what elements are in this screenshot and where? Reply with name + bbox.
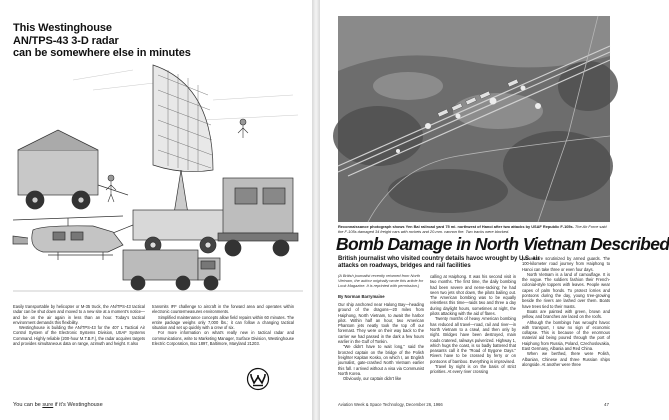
photo-caption-rest: The Air Force said the F-105s damaged 34 freight cars with rockets and 20-mm. cannon fire. Two tracks were blocked. bbox=[338, 224, 607, 234]
page-footer: Aviation Week & Space Technology, December 26, 1966 bbox=[338, 402, 443, 407]
article-paragraph: When we berthed, there were Polish, Albanian, Chinese and three Russian ships alongside. At another were three bbox=[522, 351, 610, 367]
page-number: 47 bbox=[604, 402, 610, 407]
article-column-2 bbox=[430, 274, 516, 400]
ad-headline bbox=[13, 22, 213, 60]
photo-caption bbox=[338, 224, 610, 234]
article-deck: British journalist who visited country details havoc wrought by U.S. air attacks on roadways, bridges and rail facilities bbox=[338, 256, 540, 269]
ad-body-paragraph: Simplified maintenance concepts allow field repairs within 60 minutes. The entire package weighs only 7,000 lbs.; it can follow a changing tactical situation and set up quickly with a crew of six. bbox=[152, 314, 294, 331]
article-paragraph: passes are scrutinized by armed guards. The 100-kilometer road journey from Haiphong to Hanoi can take three or even four days. bbox=[522, 256, 610, 272]
article-paragraph: Twenty months of heavy American bombing has reduced all travel—road, rail and river—in North Vietnam to a crawl, and then only by night. Bridges have been destroyed, main roads cratered, railways pulverized. Highway 1, which hugs the coast, is so badly battered that peasants call it the "Road of Bygone Days." Rivers have to be crossed by ferry or on pontoons of bamboo. Everything is improvised. bbox=[430, 316, 516, 364]
left-page-advertisement bbox=[0, 0, 312, 420]
ad-body-paragraph: Easily transportable by helicopter or M-35 truck, the AN/TPS-43 tactical radar can be shut down and moved to a new site at a moment's notice—and be on the air again in less than an hour. Today's tactical environment demands this flexibility. bbox=[13, 304, 145, 325]
article-title: Bomb Damage in North Vietnam Described bbox=[336, 234, 669, 254]
photo-caption-bold: Reconnaissance photograph shows Yen Bai railroad yard 75 mi. northwest of Hanoi after two attacks by USAF Republic F-105s. bbox=[338, 224, 574, 229]
ad-tagline bbox=[13, 402, 103, 408]
tagline-text: You can be bbox=[13, 402, 43, 408]
ad-headline-line-3: can be somewhere else in minutes bbox=[13, 47, 191, 59]
article-intro-note: (A British journalist recently returned from North Vietnam, the author originally wrote this article for Look Magazine. It is reprinted with permission.) bbox=[338, 273, 424, 288]
article-byline: By Norman Barrymaine bbox=[338, 294, 385, 299]
ad-body-paragraph: Westinghouse is building the AN/TPS-43 for the 407 L Tactical Air Control System of the Electronic Systems Division, USAF Systems Command. Highly reliable (200-hour M.T.B.F.), the radar acquires targets and provides simultaneous data on range, azimuth and height. It also bbox=[13, 325, 145, 347]
reconnaissance-photo bbox=[338, 16, 610, 222]
ad-headline-line-1: This Westinghouse bbox=[13, 22, 112, 34]
article-paragraph: "We didn't have to wait long," said the bronzed captain on the bridge of the Polish freighter Kapitan Kosko, on which I, an English journalist, gate-crashed North Vietnam earlier this fall. I arrived without a visa via Communist North Korea. bbox=[338, 344, 424, 376]
radar-illustration bbox=[13, 60, 303, 295]
ad-body-paragraph: transmits IFF challenge to aircraft in the forward area and operates within electronic countermeasures environments. bbox=[152, 304, 294, 315]
page-gutter bbox=[312, 0, 320, 420]
article-paragraph: North Vietnam is a land of camouflage. It is the vogue. The soldiers fashion their French-colonial-style toppers with leaves. People wear capes of palm fronds. To protect lorries and pontoons during the day, young tree-growing beside the rivers are lashed over them. Boats have trees tied to their masts. bbox=[522, 271, 610, 309]
article-paragraph: calling at Haiphong. It was his second visit in two months. The first time, the daily bombing had been severe and nerve-racking; he had seen two jets shot down, the pilots bailing out. The American bombing was to be equally relentless this time—raids two and three a day during daylight hours, sometimes at night, the pilots attacking with the aid of flares. bbox=[430, 274, 516, 317]
radar-antenna-drawing bbox=[153, 65, 213, 220]
tagline-sure: sure bbox=[42, 402, 54, 408]
article-paragraph: Boats are painted with green, brown and yellow, and branches are laced on the roofs. bbox=[522, 308, 610, 320]
ad-headline-line-2: AN/TPS-43 3-D radar bbox=[13, 34, 119, 47]
ad-body-paragraph: For more information on what's really new in tactical radar and communications, write to Marketing Manager, Surface Division, Westinghouse Electric Corporation, Box 1897, Baltimore, Maryland 21203. bbox=[152, 330, 294, 347]
helicopter-drawing bbox=[13, 216, 123, 260]
tagline-text-end: if it's Westinghouse bbox=[53, 402, 103, 408]
article-paragraph: Obviously, our captain didn't like bbox=[343, 376, 402, 382]
article-paragraph: Our ship anchored near Halong Bay—heading ground of the dragons—20 miles from Haiphong, North Vietnam, to await the harbor pilot. Within half an hour, two American Phantom jets neatly took the top off our foremast. They were on their way back to the carrier we had passed in the dark a few hours earlier in the Gulf of Tonkin. bbox=[338, 302, 424, 345]
article-paragraph: Travel by night is on the basis of strict priorities. At every river crossing bbox=[430, 364, 516, 375]
ad-body-column-1 bbox=[13, 304, 145, 400]
westinghouse-logo bbox=[247, 368, 269, 390]
ad-body-column-2 bbox=[152, 304, 294, 366]
article-column-1 bbox=[338, 302, 424, 400]
article-column-3 bbox=[522, 256, 610, 400]
article-paragraph: Although the bombings has wrought havoc with transport, I saw no sign of economic collapse. This is because of the enormous material aid being poured through the port of Haiphong from Russia, Poland, Czechoslovakia, East Germany, Albania and Red China. bbox=[522, 319, 610, 352]
